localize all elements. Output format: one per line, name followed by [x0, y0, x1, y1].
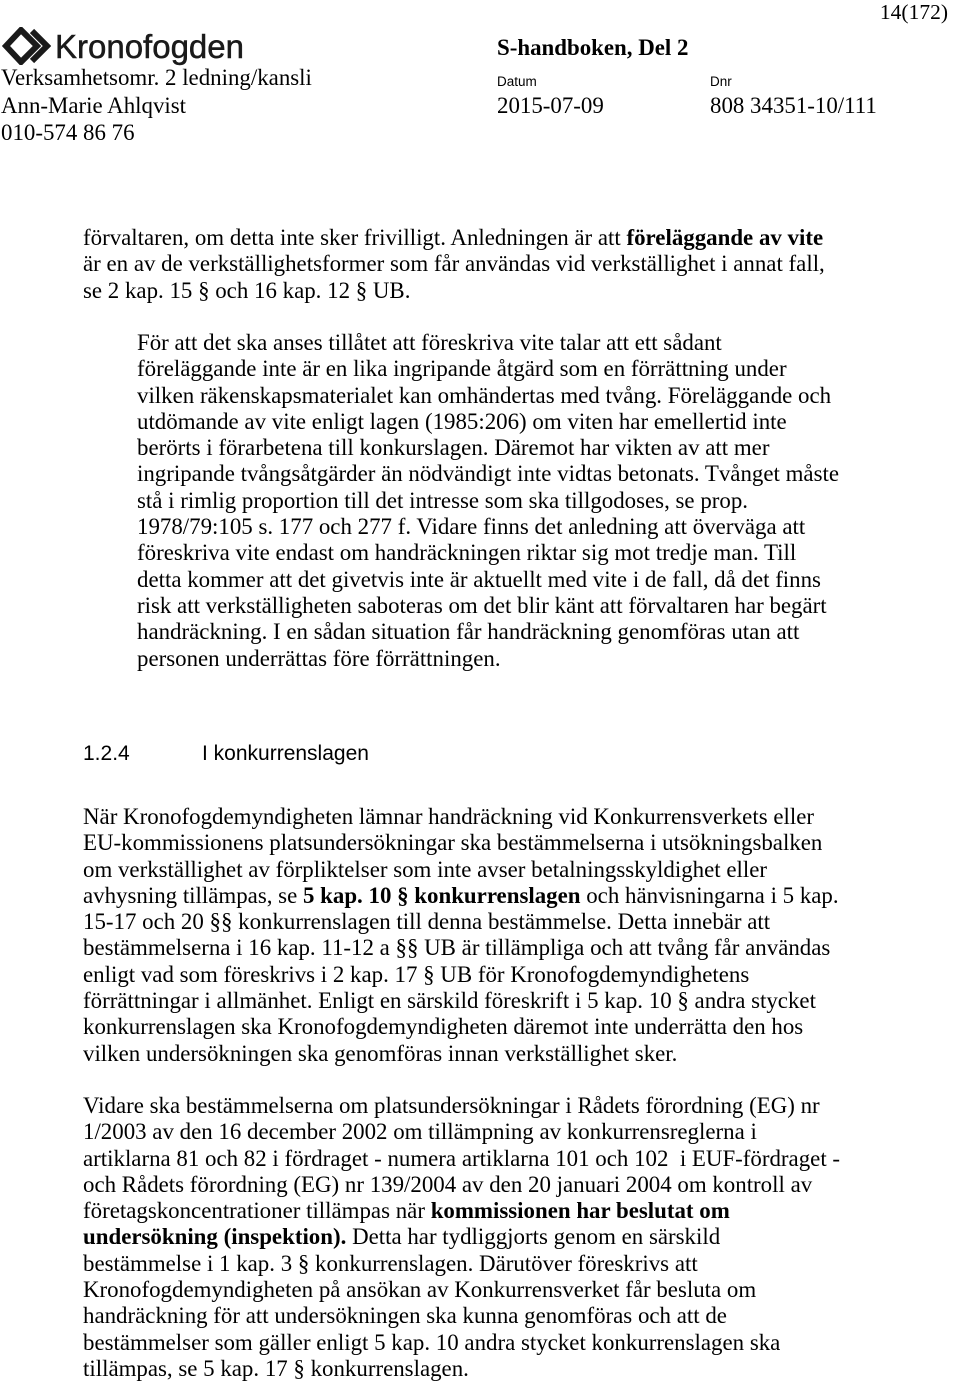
bold-text: kommissionen har beslutat om — [430, 1198, 730, 1224]
text-line: vilken räkenskapsmaterialet kan omhändertas med tvång. Föreläggande och — [137, 382, 832, 408]
text-line: handräckning. I en sådan situation får handräckning genomföras utan att — [137, 619, 800, 645]
kronofogden-logo-icon — [1, 27, 51, 65]
document-title: S-handboken, Del 2 — [497, 34, 689, 60]
text-line: vilken undersökningen ska genomföras innan verkställighet sker. — [83, 1040, 678, 1066]
text-line: personen underrättas före förrättningen. — [137, 645, 501, 671]
text-line: förrättningar i allmänhet. Enligt en särskild föreskrift i 5 kap. 10 § andra stycket — [83, 988, 816, 1014]
text-line: bestämmelser som gäller enligt 5 kap. 10 andra stycket konkurrenslagen ska — [83, 1329, 781, 1355]
paragraph — [83, 225, 825, 304]
text-segment: och hänvisningarna i 5 kap. — [580, 882, 839, 908]
text-line: 15-17 och 20 §§ konkurrenslagen till denna bestämmelse. Detta innebär att — [83, 909, 771, 935]
text-segment: avhysning tillämpas, se — [83, 882, 303, 908]
phone-number: 010-574 86 76 — [1, 119, 135, 145]
text-line: konkurrenslagen ska Kronofogdemyndigheten däremot inte underrätta den hos — [83, 1014, 804, 1040]
logo-text: Kronofogden — [55, 27, 244, 65]
document-date: 2015-07-09 — [497, 92, 604, 118]
department: Verksamhetsomr. 2 ledning/kansli — [1, 64, 312, 90]
text-line: När Kronofogdemyndigheten lämnar handräckning vid Konkurrensverkets eller — [83, 804, 814, 829]
author-name: Ann-Marie Ahlqvist — [1, 92, 187, 118]
text-line: tillämpas, se 5 kap. 17 § konkurrenslagen. — [83, 1355, 469, 1381]
text-line: Kronofogdemyndigheten på ansökan av Konkurrensverket får besluta om — [83, 1277, 757, 1303]
text-line: 1/2003 av den 16 december 2002 om tillämpning av konkurrensreglerna i — [83, 1119, 757, 1145]
text-line: om verkställighet av förpliktelser som inte avser betalningsskyldighet eller — [83, 856, 768, 882]
section-title: I konkurrenslagen — [202, 742, 369, 765]
text-line: Vidare ska bestämmelserna om platsundersökningar i Rådets förordning (EG) nr — [83, 1093, 820, 1118]
text-line: 1978/79:105 s. 177 och 277 f. Vidare finns det anledning att överväga att — [137, 514, 806, 540]
text-line: är en av de verkställighetsformer som får användas vid verkställighet i annat fall, — [83, 251, 825, 277]
bold-text: föreläggande av vite — [626, 225, 824, 250]
text-segment: Detta har tydliggjorts genom en särskild — [346, 1224, 721, 1250]
text-line: risk att verkställigheten saboteras om det blir känt att förvaltaren har begärt — [137, 592, 827, 618]
text-line: och Rådets förordning (EG) nr 139/2004 av den 20 januari 2004 om kontroll av — [83, 1171, 813, 1197]
paragraph — [83, 1093, 840, 1382]
text-segment: företagskoncentrationer tillämpas när — [83, 1198, 431, 1224]
text-line: artiklarna 81 och 82 i fördraget - numera artiklarna 101 och 102 i EUF-fördraget - — [83, 1145, 841, 1171]
text-line: För att det ska anses tillåtet att föreskriva vite talar att ett sådant — [137, 330, 722, 355]
paragraph — [83, 804, 839, 1067]
text-segment: förvaltaren, om detta inte sker frivilligt. Anledningen är att — [83, 225, 627, 250]
date-label: Datum — [497, 74, 537, 90]
indented-paragraph — [137, 330, 839, 672]
page-number: 14(172) — [879, 0, 948, 24]
text-line: stå i rimlig proportion till det intresse som ska tillgodoses, se prop. — [137, 487, 748, 513]
text-line — [83, 883, 839, 909]
text-line: berörts i förarbetena till konkurslagen. Däremot har vikten av att mer — [137, 435, 770, 461]
section-number: 1.2.4 — [83, 742, 130, 765]
text-line: bestämmelse i 1 kap. 3 § konkurrenslagen. Därutöver föreskrivs att — [83, 1250, 698, 1276]
text-line: enligt vad som föreskrivs i 2 kap. 17 § UB för Kronofogdemyndighetens — [83, 961, 750, 987]
document-dnr: 808 34351-10/111 — [710, 92, 877, 118]
dnr-label: Dnr — [710, 74, 732, 90]
text-line: föreläggande inte är en lika ingripande åtgärd som en förrättning under — [137, 356, 787, 382]
text-line: EU-kommissionens platsundersökningar ska bestämmelserna i utsökningsbalken — [83, 830, 823, 856]
text-line: se 2 kap. 15 § och 16 kap. 12 § UB. — [83, 277, 411, 303]
text-line — [83, 225, 825, 251]
text-line — [83, 1224, 840, 1250]
text-line: utdömande av vite enligt lagen (1985:206) om viten har emellertid inte — [137, 408, 787, 434]
text-line: ingripande tvångsåtgärder än nödvändigt inte vidtas betonats. Tvånget måste — [137, 461, 839, 487]
text-line: handräckning för att undersökningen ska kunna genomföras och att de — [83, 1303, 727, 1329]
text-line: detta kommer att det givetvis inte är aktuellt med vite i de fall, då det finns — [137, 566, 821, 592]
bold-text: 5 kap. 10 § konkurrenslagen — [302, 882, 581, 908]
text-line: föreskriva vite endast om handräckningen riktar sig mot tredje man. Till — [137, 540, 797, 566]
bold-text: undersökning (inspektion). — [83, 1224, 347, 1250]
text-line: bestämmelserna i 16 kap. 11-12 a §§ UB är tillämpliga och att tvång får användas — [83, 935, 831, 961]
text-line — [83, 1198, 840, 1224]
